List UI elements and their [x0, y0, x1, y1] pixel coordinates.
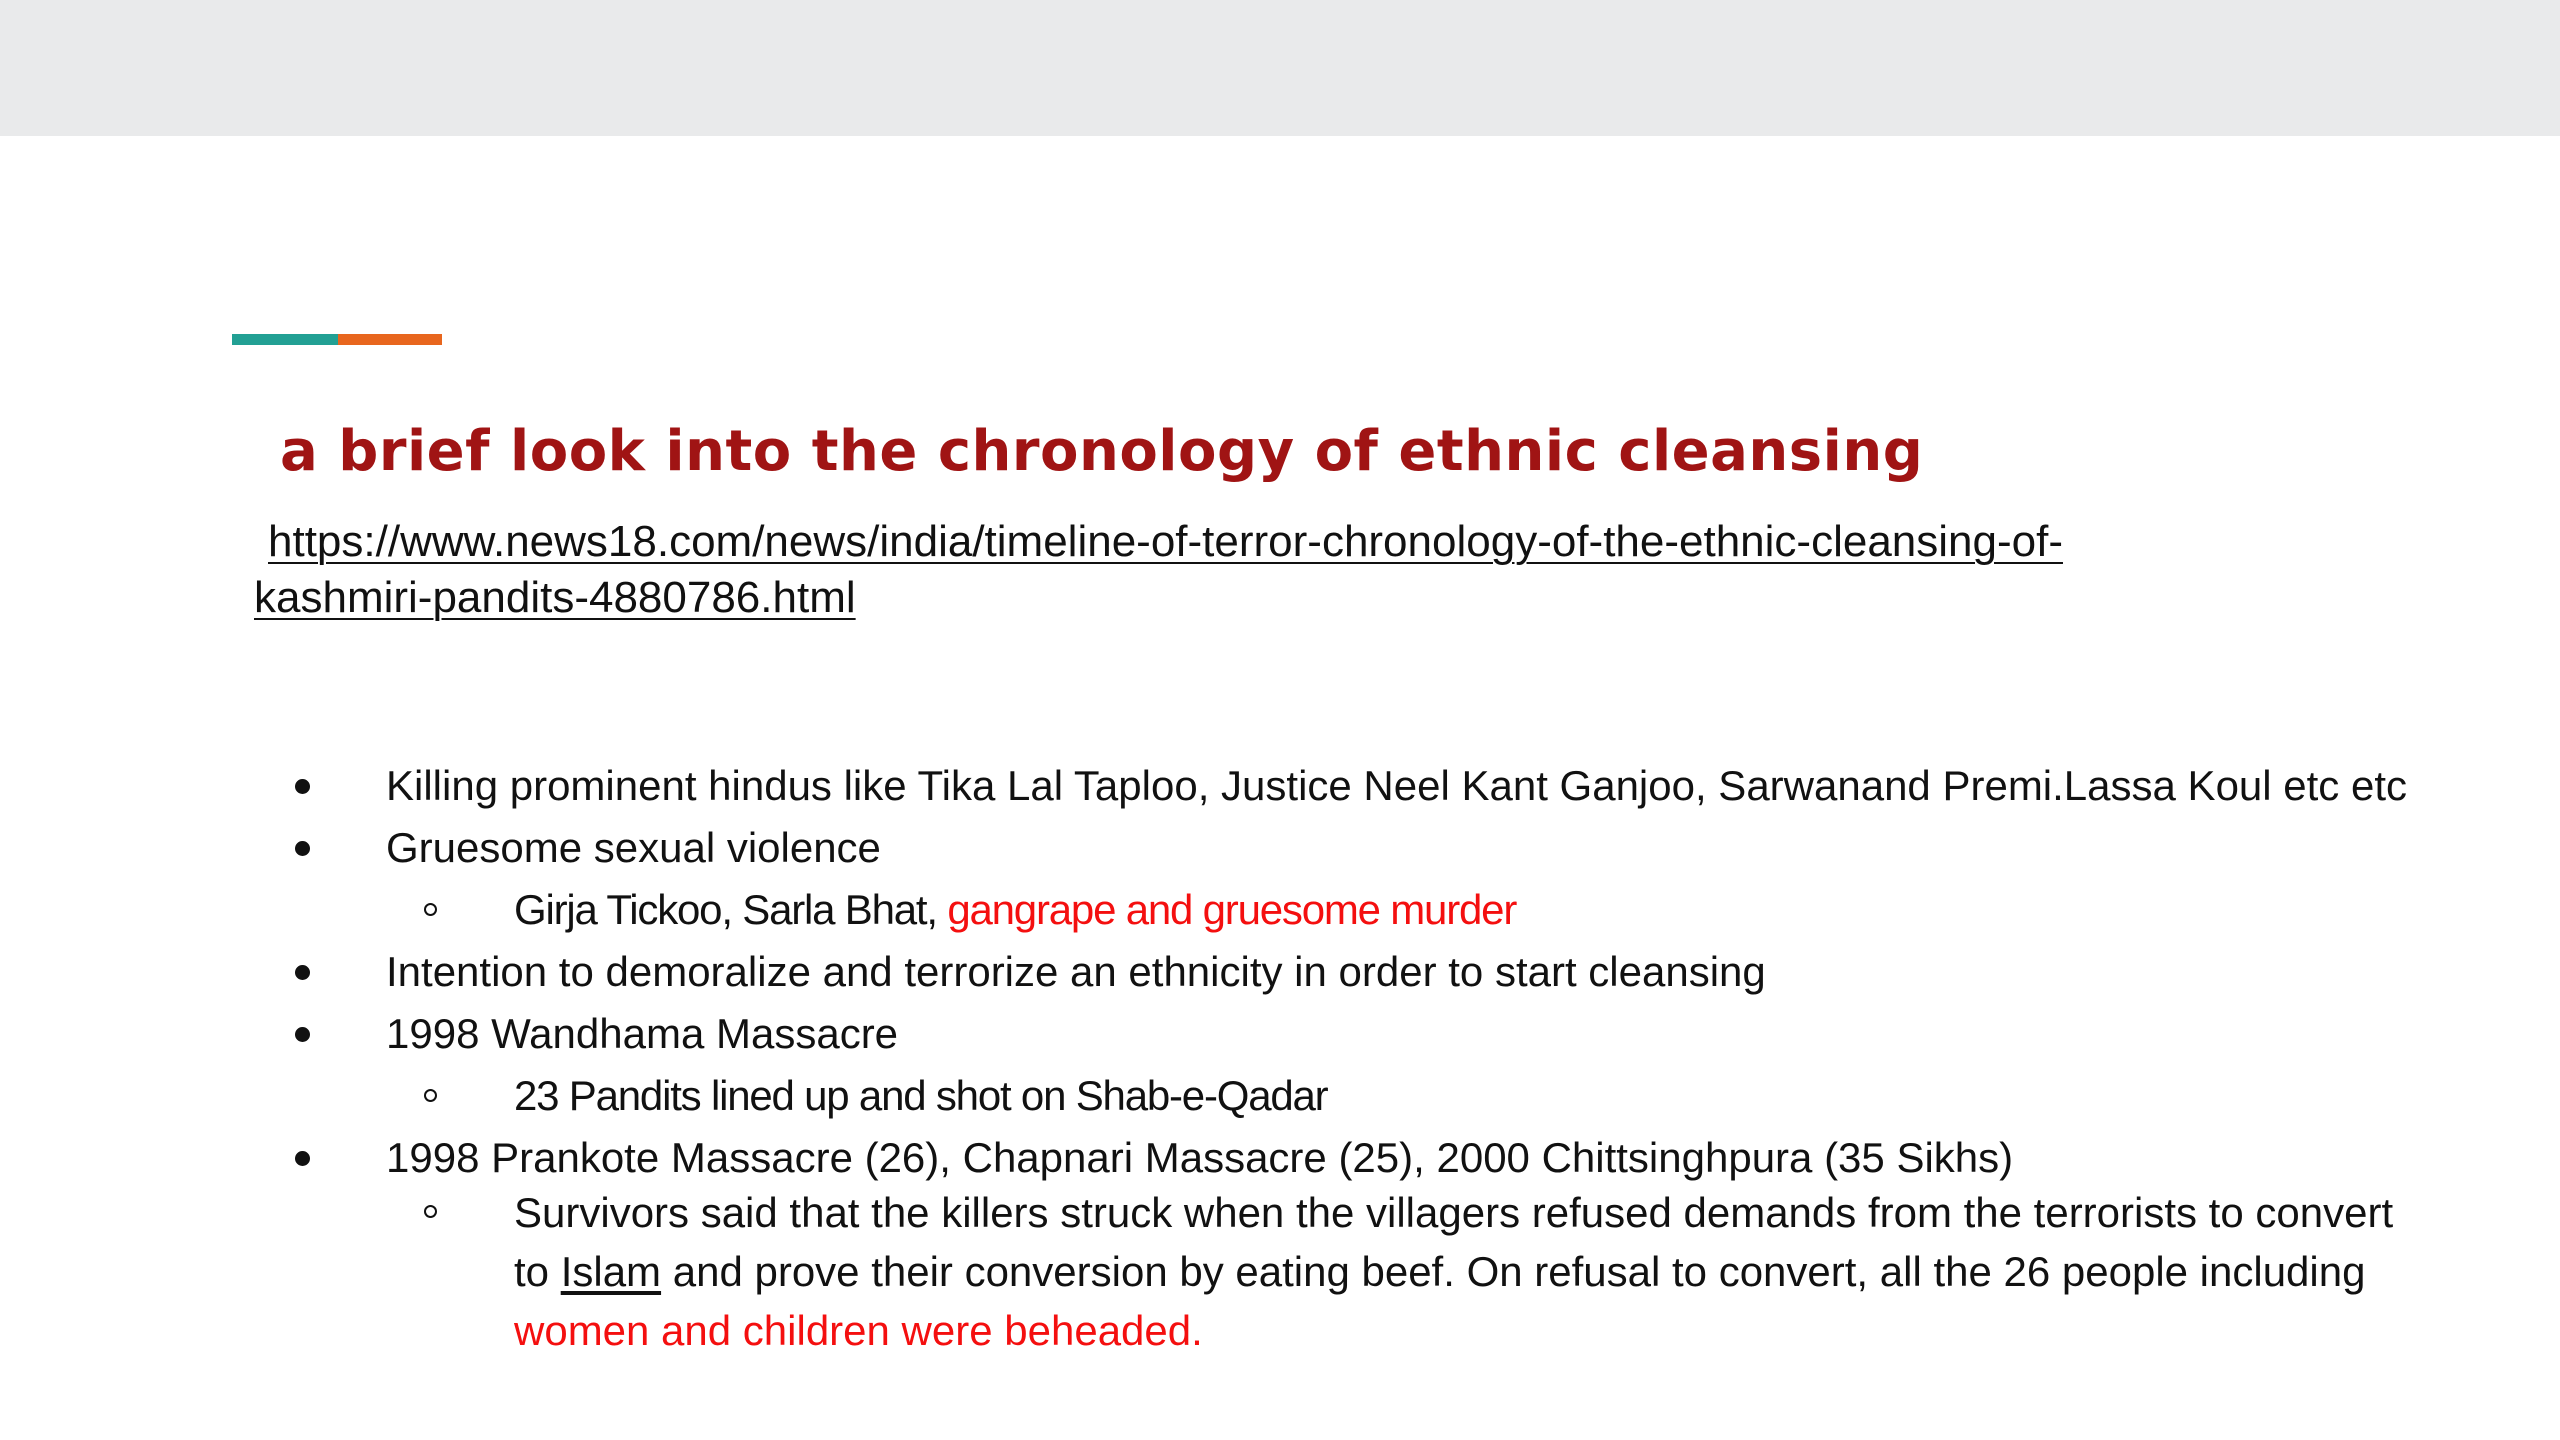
- accent-bar-orange: [338, 334, 442, 345]
- sub-bullet-item: [0, 1065, 2560, 1127]
- bullet-item: [0, 817, 2560, 879]
- bullet-text: Intention to demoralize and terrorize an ethnicity in order to start cleansing: [386, 948, 1766, 995]
- source-link-line1: https://www.news18.com/news/india/timeline-of-terror-chronology-of-the-ethnic-cleansing-of-: [268, 517, 2063, 566]
- source-link-line2: kashmiri-pandits-4880786.html: [254, 573, 856, 622]
- sub-bullet-underlined-text: Islam: [560, 1248, 662, 1295]
- slide-title: a brief look into the chronology of ethnic cleansing: [280, 419, 1924, 484]
- sub-bullet-red-text: gangrape and gruesome murder: [947, 886, 1517, 933]
- sub-bullet-text: Survivors said that the killers struck when the villagers refused demands from the terrorists to convert to: [514, 1189, 2394, 1295]
- sub-bullet-text: 23 Pandits lined up and shot on Shab-e-Qadar: [514, 1072, 1328, 1119]
- bullet-text: Gruesome sexual violence: [386, 824, 881, 871]
- source-link[interactable]: [254, 514, 2254, 626]
- bullet-text: Killing prominent hindus like Tika Lal Taploo, Justice Neel Kant Ganjoo, Sarwanand Premi.Lassa Koul etc etc: [386, 762, 2408, 809]
- sub-bullet-red-text: women and children were beheaded.: [514, 1307, 1203, 1354]
- bullet-text: 1998 Prankote Massacre (26), Chapnari Massacre (25), 2000 Chittsinghpura (35 Sikhs): [386, 1134, 2014, 1181]
- accent-bar: [232, 334, 442, 345]
- bullet-item: [0, 1003, 2560, 1065]
- bullet-text: 1998 Wandhama Massacre: [386, 1010, 899, 1057]
- top-band: [0, 0, 2560, 136]
- bullet-item: [0, 755, 2560, 817]
- bullet-list: [0, 755, 2560, 1360]
- bullet-item: [0, 941, 2560, 1003]
- bullet-item: [0, 1127, 2560, 1189]
- sub-bullet-text: Girja Tickoo, Sarla Bhat,: [514, 886, 948, 933]
- sub-bullet-item: [0, 1183, 2436, 1360]
- sub-bullet-item: [0, 879, 2560, 941]
- sub-bullet-text-continued: and prove their conversion by eating beef. On refusal to convert, all the 26 people including: [661, 1248, 2366, 1295]
- accent-bar-teal: [232, 334, 338, 345]
